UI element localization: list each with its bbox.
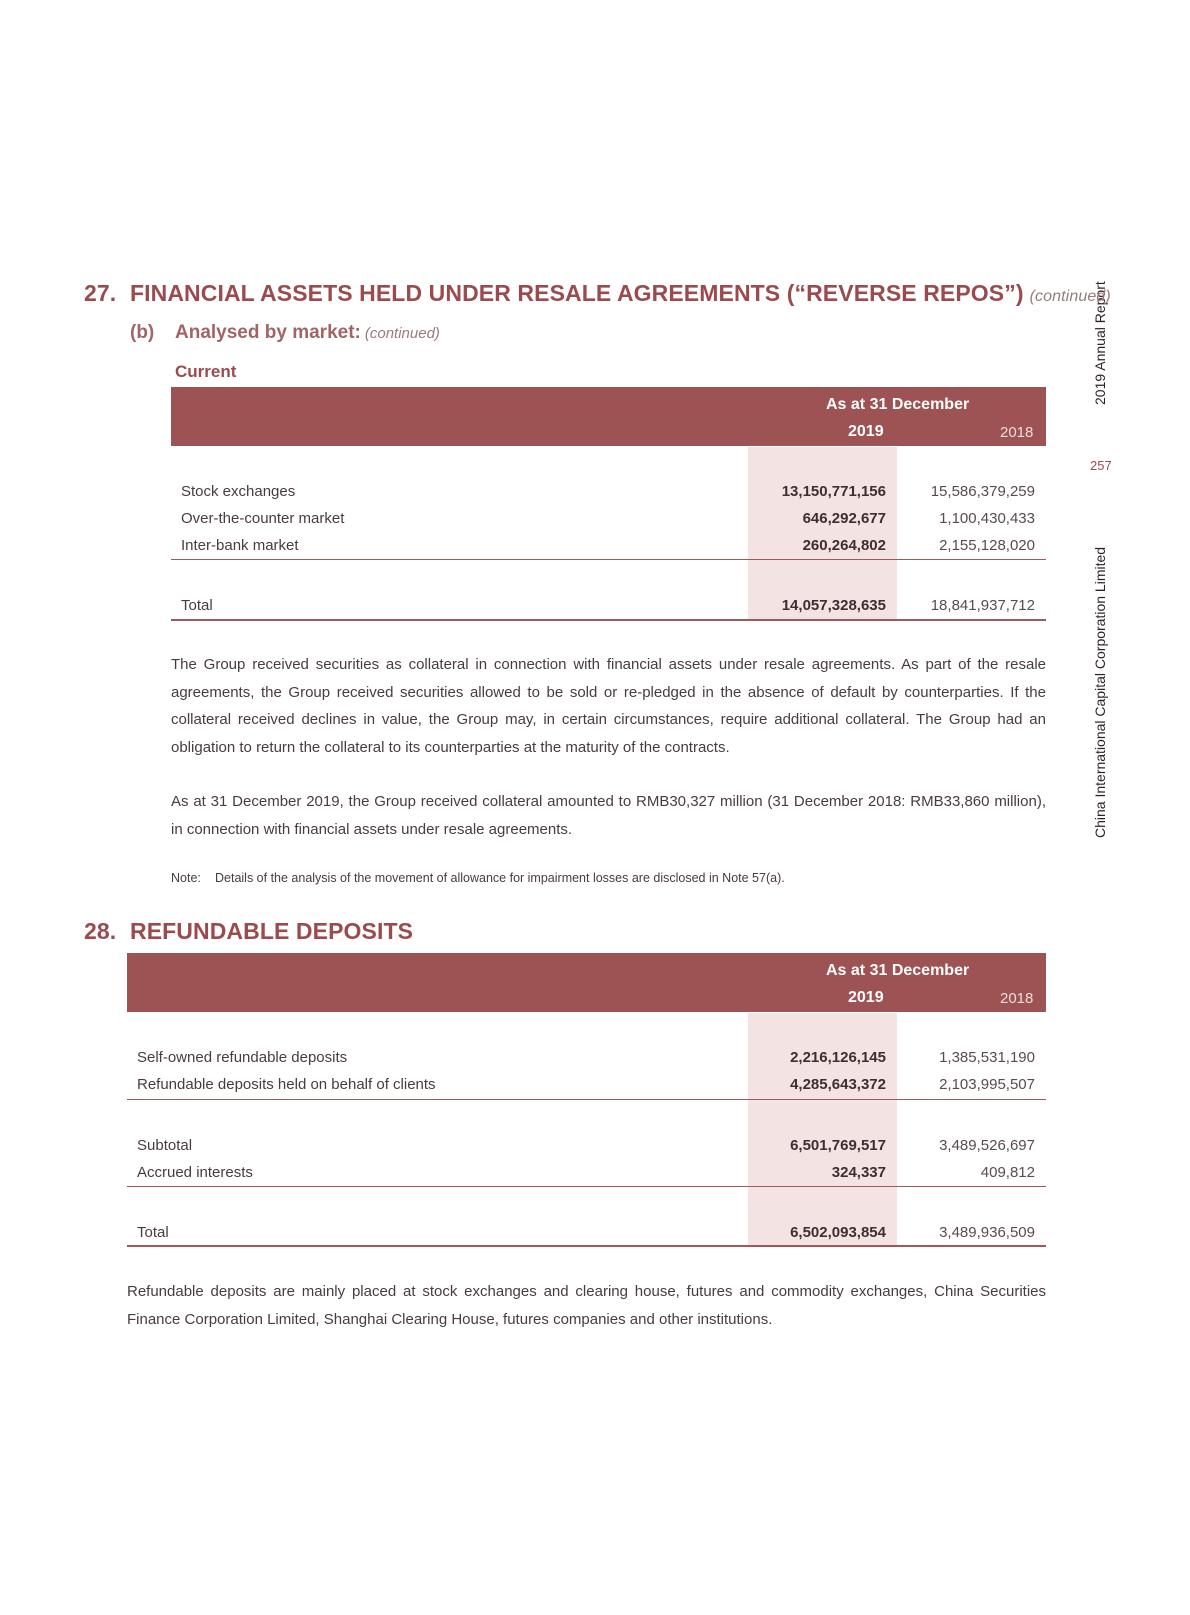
section-28-heading <box>84 918 413 945</box>
section-27-continued: (continued) <box>1029 288 1111 305</box>
note <box>171 871 785 885</box>
header-as-at: As at 31 December <box>826 962 970 979</box>
value-2018: 1,100,430,433 <box>939 510 1035 527</box>
value-2018: 15,586,379,259 <box>930 483 1035 500</box>
divider <box>127 1186 1046 1187</box>
value-2019: 646,292,677 <box>802 510 886 527</box>
subsection-label: (b) <box>130 322 155 343</box>
row-label: Inter-bank market <box>181 537 299 554</box>
value-2019: 6,502,093,854 <box>790 1224 886 1241</box>
row-label: Refundable deposits held on behalf of clients <box>137 1076 436 1093</box>
divider <box>171 559 1046 560</box>
row-label: Over-the-counter market <box>181 510 345 527</box>
column-2019-shade <box>748 1013 897 1245</box>
collateral-amount-paragraph: As at 31 December 2019, the Group received collateral amounted to RMB30,327 million (31 December 2018: RMB33,860 million), in connection with financial assets under resale agreements. <box>171 793 1046 838</box>
value-2019: 13,150,771,156 <box>781 483 886 500</box>
value-2018: 18,841,937,712 <box>930 597 1035 614</box>
table-caption-current: Current <box>175 362 237 381</box>
row-label: Self-owned refundable deposits <box>137 1049 348 1066</box>
total-underline <box>171 619 1046 621</box>
total-underline <box>127 1245 1046 1247</box>
page-number: 257 <box>1090 458 1112 473</box>
value-2018: 2,103,995,507 <box>939 1076 1035 1093</box>
section-27-title: FINANCIAL ASSETS HELD UNDER RESALE AGREEMENTS (“REVERSE REPOS”) <box>130 280 1024 306</box>
value-2019: 4,285,643,372 <box>790 1076 886 1093</box>
report-title-vertical: 2019 Annual Report <box>1092 281 1108 405</box>
subsection-continued: (continued) <box>364 325 440 342</box>
value-2018: 2,155,128,020 <box>939 537 1035 554</box>
header-2018: 2018 <box>1000 990 1034 1007</box>
subsection-b-heading <box>130 322 440 344</box>
section-27-number: 27. <box>84 280 117 306</box>
value-2019: 6,501,769,517 <box>790 1137 886 1154</box>
value-2018: 409,812 <box>980 1164 1035 1181</box>
section-28-title: REFUNDABLE DEPOSITS <box>130 918 414 944</box>
row-label: Stock exchanges <box>181 483 296 500</box>
collateral-paragraph: The Group received securities as collateral in connection with financial assets under resale agreements. As part of the resale agreements, the Group received securities allowed to be sold or re-pledged in the absence of default by counterparties. If the collateral received declines in value, the Group may, in certain circumstances, require additional collateral. The Group had an obligation to return the collateral to its counterparties at the maturity of the contracts. <box>171 656 1046 756</box>
value-2019: 324,337 <box>831 1164 886 1181</box>
column-2019-shade <box>748 447 897 619</box>
section-28-number: 28. <box>84 918 117 944</box>
section-27-heading <box>84 280 1111 307</box>
value-2018: 3,489,526,697 <box>939 1137 1035 1154</box>
refundable-deposits-paragraph: Refundable deposits are mainly placed at stock exchanges and clearing house, futures and commodity exchanges, China Securities Finance Corporation Limited, Shanghai Clearing House, futures companies and other institutions. <box>127 1283 1046 1328</box>
row-label: Subtotal <box>137 1137 193 1154</box>
header-as-at: As at 31 December <box>826 396 970 413</box>
header-2019: 2019 <box>848 423 884 440</box>
value-2019: 260,264,802 <box>802 537 886 554</box>
row-label: Accrued interests <box>137 1164 253 1181</box>
value-2018: 1,385,531,190 <box>939 1049 1035 1066</box>
divider <box>127 1099 1046 1100</box>
row-label: Total <box>181 597 213 614</box>
subsection-title: Analysed by market: <box>175 322 361 343</box>
header-2019: 2019 <box>848 989 884 1006</box>
row-label: Total <box>137 1224 169 1241</box>
note-text: Details of the analysis of the movement of allowance for impairment losses are disclosed in Note 57(a). <box>215 871 785 885</box>
value-2018: 3,489,936,509 <box>939 1224 1035 1241</box>
value-2019: 14,057,328,635 <box>781 597 886 614</box>
company-name-vertical: China International Capital Corporation Limited <box>1092 546 1108 838</box>
header-2018: 2018 <box>1000 424 1034 441</box>
value-2019: 2,216,126,145 <box>790 1049 886 1066</box>
note-label: Note: <box>171 871 201 885</box>
